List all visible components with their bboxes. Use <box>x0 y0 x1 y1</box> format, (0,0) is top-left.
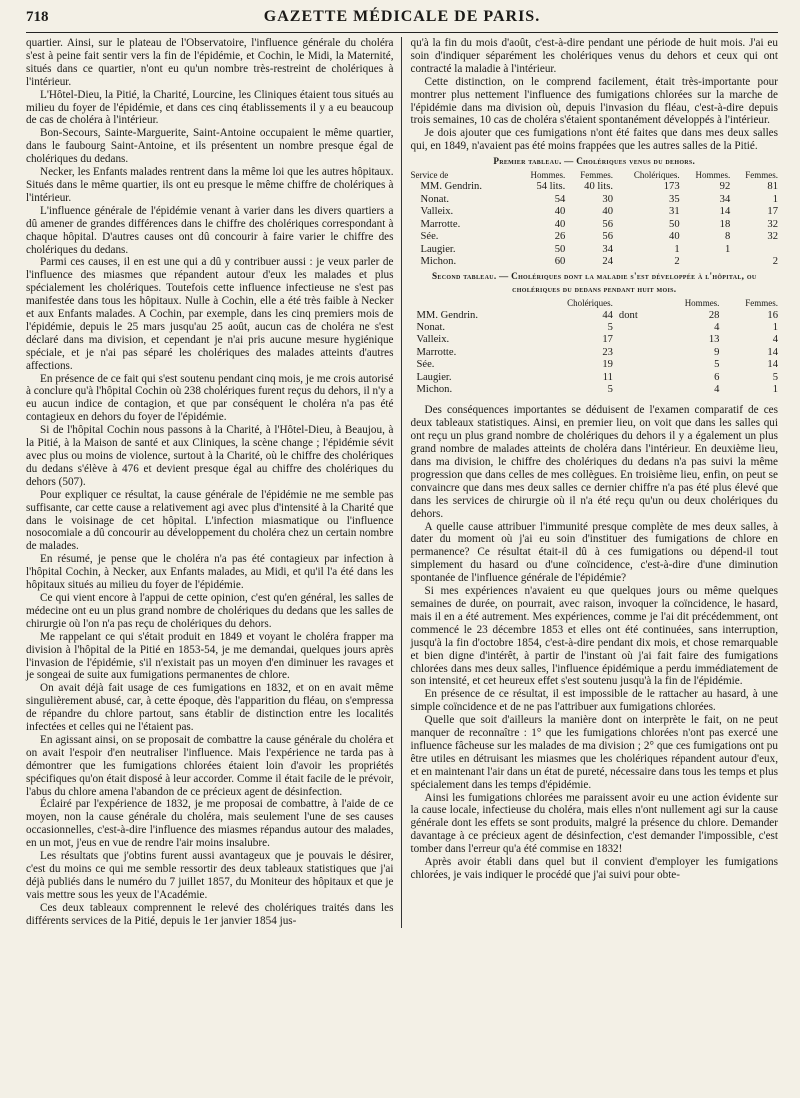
page-header <box>26 8 778 33</box>
service-name: Valleix. <box>420 206 454 218</box>
connector-word <box>613 347 657 359</box>
column-header: Femmes. <box>745 298 778 309</box>
cholera-women <box>730 244 778 256</box>
cholera-total: 17 <box>602 334 613 346</box>
cholera-men: 28 <box>708 309 720 321</box>
beds-men: 50 <box>554 243 566 255</box>
beds-women: 56 <box>602 231 613 243</box>
paragraph: Ces deux tableaux comprennent le relevé des cholériques traités dans les différents services de la Pitié, depuis le 1er janvier 1854 jus- <box>26 901 394 927</box>
paragraph: Ainsi les fumigations chlorées me paraissent avoir eu une action évidente sur la cause locale, infectieuse du choléra, mais elles n'ont nullement agi sur la cause générale dont les effets se sont produits, malgré la présence du chlore. Demander davantage à ce précieux agent de désinfection, c'est demander l'impossible, c'est tomber dans l'erreur qu'a été commise en 1832! <box>410 791 778 856</box>
table-row <box>411 384 779 396</box>
table1-outside-cholera <box>411 169 779 268</box>
paragraph: Je dois ajouter que ces fumigations n'ont été faites que dans mes deux salles qui, en 1849, n'avaient pas été moins frappées que les autres salles de la Pitié. <box>410 127 778 153</box>
beds-men: 26 <box>554 231 566 243</box>
paragraph: qu'à la fin du mois d'août, c'est-à-dire pendant une période de huit mois. J'ai eu soin d'indiquer séparément les cholériques venus du dehors et ceux qui ont contracté la maladie à l'intérieur. <box>410 37 778 75</box>
table2-title-text: Second tableau. — Cholériques dont la maladie s'est développée à l'hôpital, ou cholériques du dedans pendant huit mois. <box>432 271 757 295</box>
column-header: Cholériques. <box>633 170 680 181</box>
connector-word <box>613 384 657 396</box>
cholera-women: 1 <box>772 383 778 395</box>
paragraph: Si de l'hôpital Cochin nous passons à la Charité, à l'Hôtel-Dieu, à Beaujou, à la Pitié, à la Maison de santé et aux Cliniques, la scène change ; l'épidémie sévit avec plus ou moins de violence, surtout à la Charité, où le chiffre des cholériques du dedans s'élève à 476 et devient presque égal au chiffre des cholériques du dehors (507). <box>26 424 394 488</box>
beds-men: 60 <box>554 255 566 267</box>
paragraph: Des conséquences importantes se déduisent de l'examen comparatif de ces deux tableaux statistiques. Ainsi, en premier lieu, on voit que dans les salles qui ont reçu un plus grand nombre de cholériques du dehors il y a également un plus grand nombre de malades atteints de choléra dans l'intérieur. En deuxième lieu, dans ma division, le chiffre des cholériques du dedans n'a pas suivi la même progression que dans celles de mes collègues. En troisième lieu, enfin, on peut se convaincre que dans mes deux salles ce dernier chiffre n'a pas été plus élevé que dans les services de chirurgie où il n'a été reçu qu'un ou deux cholériques du dehors. <box>410 404 778 520</box>
page-number: 718 <box>26 9 49 25</box>
cholera-men: 18 <box>719 218 731 230</box>
cholera-men <box>680 256 731 268</box>
cholera-men: 13 <box>708 334 720 346</box>
table2-inside-cholera <box>411 297 779 396</box>
cholera-women: 81 <box>767 181 778 193</box>
two-column-body <box>26 37 778 928</box>
service-name: Sée. <box>420 231 439 243</box>
cholera-men: 34 <box>719 193 731 205</box>
cholera-total: 11 <box>602 371 613 383</box>
cholera-total: 50 <box>669 218 680 230</box>
paragraph: En agissant ainsi, on se proposait de combattre la cause générale du choléra et on avait l'espoir d'en neutraliser l'influence. Mais l'expérience ne tarda pas à démontrer que les fumigations chlorées étaient loin d'avoir les propriétés spécifiques qu'on était disposé à leur accorder. Comme il était facile de le prévoir, l'abus du chlore amena l'abandon de ce précieux agent de désinfection. <box>26 733 394 798</box>
table-row <box>411 244 779 256</box>
paragraph: En présence de ce résultat, il est impossible de le rattacher au hasard, à une simple coïncidence et de ne pas l'attribuer aux fumigations chlorées. <box>410 688 778 714</box>
beds-women: 40 lits. <box>584 181 613 193</box>
paragraph: Après avoir établi dans quel but il convient d'employer les fumigations chlorées, je vais indiquer le procédé que j'ai suivi pour obte- <box>410 856 778 881</box>
cholera-total: 173 <box>663 181 680 193</box>
cholera-women: 17 <box>767 206 778 218</box>
cholera-men: 5 <box>714 359 720 371</box>
service-name: Sée. <box>416 359 435 371</box>
service-name: Laugier. <box>420 243 456 255</box>
service-name: Valleix. <box>416 334 450 346</box>
column-header: Femmes. <box>745 170 778 181</box>
table-row <box>411 310 779 322</box>
table1-title <box>411 155 779 168</box>
paragraph: L'Hôtel-Dieu, la Pitié, la Charité, Lourcine, les Cliniques étaient tous situés au milieu du foyer de l'épidémie, et dans ces cinq établissements il y a eu beaucoup de cas de choléra à l'intérieur. <box>26 88 394 127</box>
table-row <box>411 322 779 334</box>
beds-women: 56 <box>602 218 613 230</box>
cholera-women: 16 <box>767 309 778 321</box>
beds-women: 30 <box>602 193 613 205</box>
paragraph: Necker, les Enfants malades rentrent dans la même loi que les autres hôpitaux. Situés dans le même quartier, ils ont eu presque le même chiffre de cholériques à l'intérieur. <box>26 166 394 204</box>
column-header: Hommes. <box>530 170 566 181</box>
paragraph: quartier. Ainsi, sur le plateau de l'Observatoire, l'influence générale du choléra s'est à peine fait sentir vers la fin de l'épidémie, et Cochin, le Midi, la Maternité, situés dans ce quartier, n'ont eu qu'un nombre très-restreint de cholériques à l'intérieur. <box>26 37 394 88</box>
cholera-men: 9 <box>714 346 720 358</box>
service-name: Nonat. <box>420 193 450 205</box>
table-header-row <box>411 297 779 309</box>
paragraph: Quelle que soit d'ailleurs la manière dont on interprète le fait, on ne peut manquer de reconnaître : 1° que les fumigations chlorées n'ont pas exercé une influence fâcheuse sur les malades de ma division ; 2° que ces fumigations ont pu être utiles en détruisant les miasmes que les cholériques répandent autour d'eux, et en maintenant l'air dans un état de pureté, nécessaire dans tous les temps et plus spécialement dans les temps d'épidémie. <box>410 714 778 791</box>
beds-women: 24 <box>602 255 613 267</box>
table-row <box>411 181 779 193</box>
column-header: Service de <box>410 170 449 181</box>
cholera-total: 31 <box>669 206 680 218</box>
service-name: MM. Gendrin. <box>416 309 478 321</box>
table-row <box>411 372 779 384</box>
connector-word <box>613 372 657 384</box>
paragraph: On avait déjà fait usage de ces fumigations en 1832, et on en avait même singulièrement abusé, car, à cette époque, dès l'apparition du fléau, on s'empressa de répandre du chlore partout, sans établir de distinction entre les localités infectées et celles qui ne l'étaient pas. <box>26 682 394 734</box>
cholera-women: 2 <box>772 255 778 267</box>
cholera-men: 92 <box>719 181 731 193</box>
cholera-total: 2 <box>674 255 680 267</box>
cholera-women: 14 <box>767 359 778 371</box>
service-name: Marrotte. <box>420 218 461 230</box>
paragraph: Éclairé par l'expérience de 1832, je me proposai de combattre, à l'aide de ce moyen, non la cause générale du choléra, mais seulement l'une de ses causes occasionnelles, c'est-à-dire l'influence des miasmes répandus autour des malades, en un mot, j'eus en vue de rendre l'air moins insalubre. <box>26 798 394 850</box>
cholera-total: 40 <box>669 231 680 243</box>
connector-word <box>613 359 657 371</box>
connector-word: dont <box>618 309 638 321</box>
cholera-total: 5 <box>607 383 613 395</box>
paragraph: Cette distinction, on le comprend facilement, était très-importante pour montrer plus nettement l'influence des fumigations chlorées sur la marche de l'épidémie dans ma division où, depuis l'invasion du fléau, c'est-à-dire depuis trois semaines, 10 cas de choléra s'étaient spontanément développés à l'intérieur. <box>410 75 778 127</box>
paragraph: En résumé, je pense que le choléra n'a pas été contagieux par infection à l'hôpital Cochin, à Necker, aux Enfants malades, au Midi, et qu'il l'a été dans les hôpitaux situés au milieu du foyer de l'épidémie. <box>26 553 394 592</box>
paragraph: Me rappelant ce qui s'était produit en 1849 et voyant le choléra frapper ma division à l'hôpital de la Pitié en 1853-54, je me demandai, quelques jours après l'invasion de l'épidémie, s'il n'existait pas un moyen d'en diminuer les ravages et je songeai de suite aux fumigations permanentes de chlore. <box>26 630 394 682</box>
column-header-blank <box>613 297 657 309</box>
beds-men: 54 lits. <box>536 181 566 193</box>
paragraph: Les résultats que j'obtins furent aussi avantageux que je pouvais le désirer, c'est du moins ce qui me semble ressortir des deux tableaux statistiques que j'ai déjà publiés dans le numéro du 7 juillet 1857, du Moniteur des hôpitaux et que je vais mettre sous les yeux de l'Académie. <box>26 850 394 901</box>
connector-word <box>613 334 657 346</box>
cholera-women: 5 <box>772 371 778 383</box>
paragraph: Si mes expériences n'avaient eu que quelques jours ou même quelques semaines de durée, on pourrait, avec raison, invoquer la coïncidence, le hasard, mais il en a été autrement. Mes expériences, comme je l'ai dit précédemment, ont commencé le 23 décembre 1853 et elles ont été continuées, sans interruption, jusqu'à la fin d'octobre 1854, c'est-à-dire pendant dix mois, et chose remarquable et bien digne d'intérêt, à partir de l'instant où j'ai fait faire des fumigations chlorées dans mes deux salles, l'influence épidémique a perdu immédiatement de son intensité, et cet heureux effet s'est soutenu jusqu'à la fin de l'épidémie. <box>410 585 778 688</box>
table-row <box>411 347 779 359</box>
column-header-blank <box>411 297 532 309</box>
service-name: Nonat. <box>416 321 446 333</box>
connector-word <box>613 322 657 334</box>
service-name: Laugier. <box>416 371 452 383</box>
paragraph: En présence de ce fait qui s'est soutenu pendant cinq mois, je me crois autorisé à conclure qu'à l'hôpital Cochin où 238 cholériques furent reçus du dehors, il n'y a eu aucun indice de contagion, et que par conséquent le choléra n'a pas été contagieux en dehors du foyer de l'épidémie. <box>26 372 394 424</box>
cholera-women: 14 <box>767 346 778 358</box>
table2-title <box>411 270 779 296</box>
beds-men: 40 <box>554 218 566 230</box>
journal-title: GAZETTE MÉDICALE DE PARIS. <box>263 8 541 25</box>
table1-body <box>411 181 779 268</box>
column-header: Hommes. <box>684 298 720 309</box>
service-name: Michon. <box>420 255 457 267</box>
right-column <box>402 37 779 928</box>
paragraph: Bon-Secours, Sainte-Marguerite, Saint-Antoine occupaient le même quartier, dans le faubourg Saint-Antoine, et ils présentent un nombre presque égal de cholériques du dedans. <box>26 127 394 166</box>
cholera-women: 32 <box>767 231 778 243</box>
cholera-men: 14 <box>719 206 731 218</box>
cholera-total: 44 <box>602 309 613 321</box>
table-row <box>411 359 779 371</box>
paragraph: L'influence générale de l'épidémie venant à varier dans les divers quartiers a dû amener de grandes différences dans le chiffre des cholériques correspondant à chaque hôpital. D'autres causes ont dû concourir à faire varier le chiffre des cholériques du dedans. <box>26 204 394 256</box>
table-row <box>411 256 779 268</box>
beds-men: 40 <box>554 206 566 218</box>
column-header: Femmes. <box>580 170 613 181</box>
cholera-men: 6 <box>714 371 720 383</box>
paragraph: Ce qui vient encore à l'appui de cette opinion, c'est qu'en général, les salles de médecine ont eu un plus grand nombre de cholériques du dedans que les salles de chirurgie où l'on n'a pas reçu de cholériques du dehors. <box>26 591 394 630</box>
table1-title-text: Premier tableau. — Cholériques venus du dehors. <box>493 156 696 167</box>
paragraph: A quelle cause attribuer l'immunité presque complète de mes deux salles, à dater du moment où j'ai eu soin d'instituer des fumigations de chlore en permanence? Ce résultat était-il dû à ces fumigations ou dépend-il tout simplement du hasard ou d'une coïncidence, c'est-à-dire d'une diminution spontanée de l'influence générale de l'épidémie? <box>410 520 778 585</box>
cholera-total: 1 <box>674 243 680 255</box>
cholera-total: 5 <box>607 321 613 333</box>
cholera-total: 23 <box>602 346 613 358</box>
cholera-men: 4 <box>714 383 720 395</box>
left-column <box>26 37 402 928</box>
cholera-men: 4 <box>714 321 720 333</box>
service-name: Marrotte. <box>416 346 457 358</box>
service-name: Michon. <box>416 383 453 395</box>
cholera-women: 4 <box>772 334 778 346</box>
table-row <box>411 194 779 206</box>
column-header: Hommes. <box>695 170 731 181</box>
table-row <box>411 206 779 218</box>
beds-men: 54 <box>554 193 566 205</box>
service-name: MM. Gendrin. <box>420 181 482 193</box>
cholera-men: 8 <box>724 231 731 243</box>
table-row <box>411 231 779 243</box>
column-header: Cholériques. <box>567 298 613 309</box>
cholera-women: 1 <box>772 321 778 333</box>
paragraph: Parmi ces causes, il en est une qui a dû y contribuer aussi : je veux parler de l'influence des miasmes que répandent autour d'eux les malades et plus spécialement les cholériques. Toutefois cette influence infectieuse ne s'est pas manifestée dans tous les hôpitaux. Nulle à Cochin, elle a été très faible à Necker et aux Enfants malades. A Cochin, par exemple, dans les cinq premiers mois de l'épidémie, depuis le 25 mars jusqu'au 25 août, aucun cas de choléra ne s'est déclaré dans ma division, et cependant je n'ai pris aucune mesure hygiénique spéciale, et je n'ai pas séparé les cholériques des malades atteints d'autres affections. <box>26 256 394 372</box>
cholera-women: 1 <box>772 193 778 205</box>
paragraph: Pour expliquer ce résultat, la cause générale de l'épidémie ne me semble pas suffisante, car cette cause a relativement agi avec plus d'intensité à la Charité que dans le voisinage de cet hôpital. L'infection miasmatique ou l'influence nosocomiale a dû concourir au développement du choléra chez un certain nombre de malades. <box>26 488 394 553</box>
table-header-row <box>411 169 779 181</box>
beds-women: 40 <box>602 206 613 218</box>
table-row <box>411 219 779 231</box>
table2-body <box>411 310 779 397</box>
cholera-total: 35 <box>669 193 680 205</box>
cholera-women: 32 <box>767 218 778 230</box>
beds-women: 34 <box>602 243 613 255</box>
table-row <box>411 334 779 346</box>
cholera-total: 19 <box>602 359 613 371</box>
cholera-men: 1 <box>724 243 731 255</box>
